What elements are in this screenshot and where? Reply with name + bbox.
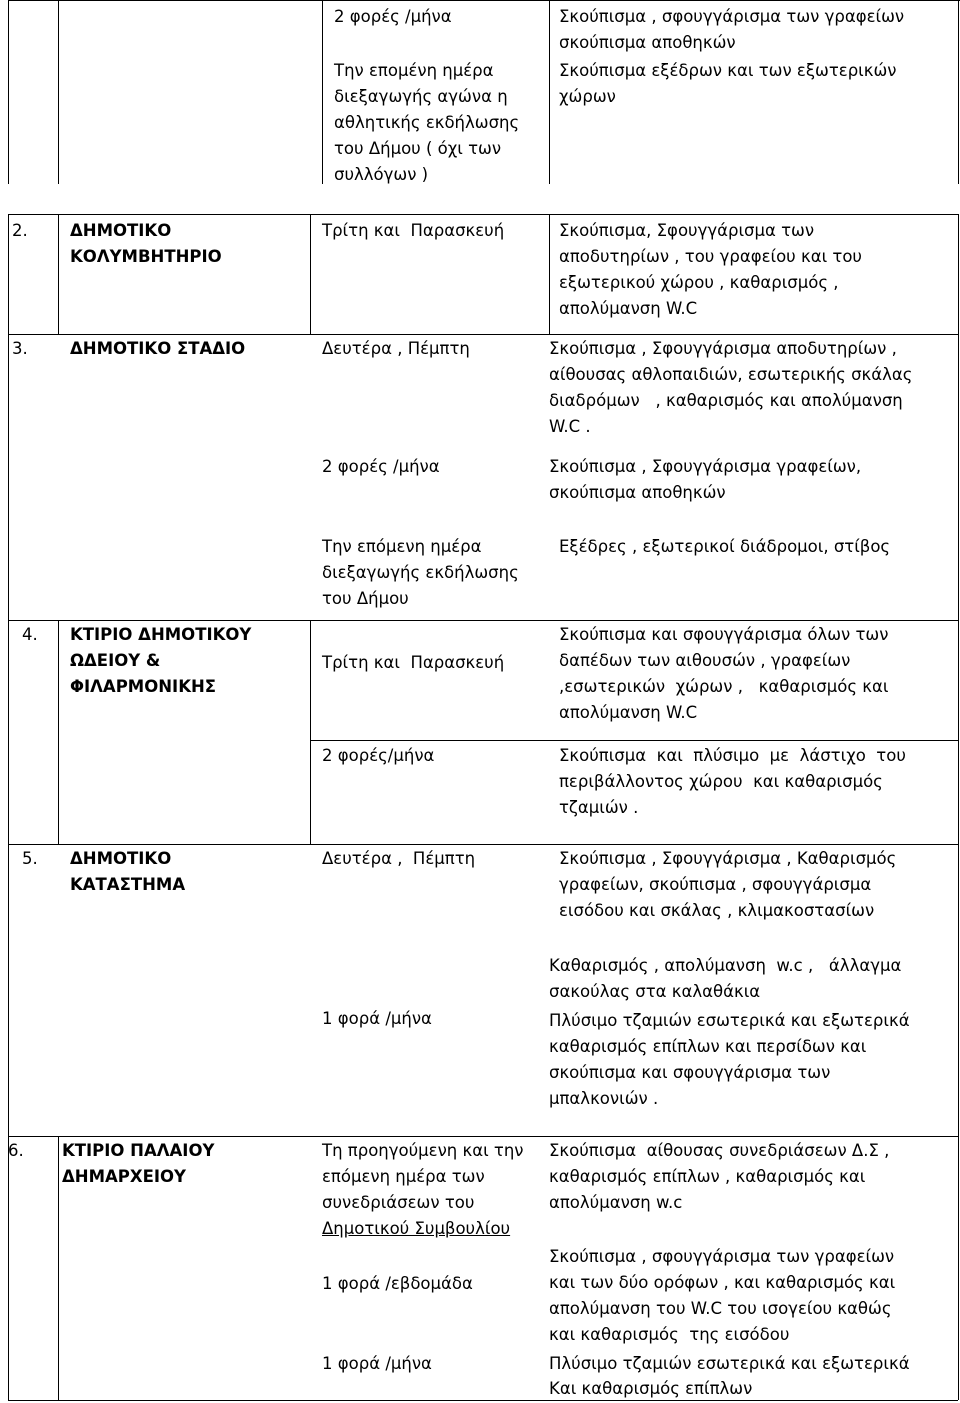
- s5-r2-freq: 1 φορά /μήνα: [322, 1009, 432, 1028]
- desc-line: Σκούπισμα , σφουγγάρισμα των γραφείων: [549, 1247, 895, 1266]
- desc-line: απολύμανση W.C: [559, 299, 698, 318]
- desc-line: σκούπισμα αποθηκών: [559, 33, 736, 52]
- freq-line: αθλητικής εκδήλωσης: [334, 113, 520, 132]
- s3-r1-freq: Δευτέρα , Πέμπτη: [322, 339, 470, 358]
- desc-line: απολύμανση W.C: [559, 703, 698, 722]
- desc-line: γραφείων, σκούπισμα , σφουγγάρισμα: [559, 875, 872, 894]
- desc-line: Σκούπισμα , σφουγγάρισμα των γραφείων: [559, 7, 905, 26]
- freq-line: συνεδριάσεων του: [322, 1193, 475, 1212]
- desc-line: Σκούπισμα αίθουσας συνεδριάσεων Δ.Σ ,: [549, 1141, 890, 1160]
- desc-line: Σκούπισμα εξέδρων και των εξωτερικών: [559, 61, 897, 80]
- desc-line: και των δύο ορόφων , και καθαρισμός και: [549, 1273, 896, 1292]
- desc-line: σκούπισμα και σφουγγάρισμα των: [549, 1063, 831, 1082]
- name-line: ΔΗΜΑΡΧΕΙΟΥ: [62, 1167, 186, 1186]
- desc-line: Σκούπισμα , Σφουγγάρισμα αποδυτηρίων ,: [549, 339, 897, 358]
- s6-num: 6.: [8, 1141, 24, 1160]
- s4-r2-freq: 2 φορές/μήνα: [322, 746, 435, 765]
- desc-line: καθαρισμός επίπλων , καθαρισμός και: [549, 1167, 866, 1186]
- desc-line: διαδρόμων , καθαρισμός και απολύμανση: [549, 391, 903, 410]
- name-line: ΚΑΤΑΣΤΗΜΑ: [70, 875, 186, 894]
- desc-line: και καθαρισμός της εισόδου: [549, 1325, 790, 1344]
- freq-line: επόμενη ημέρα των: [322, 1167, 485, 1186]
- s2-freq: Τρίτη και Παρασκευή: [322, 221, 505, 240]
- desc-line: χώρων: [559, 87, 616, 106]
- desc-line: Σκούπισμα, Σφουγγάρισμα των: [559, 221, 815, 240]
- desc-line: περιβάλλοντος χώρου και καθαρισμός: [559, 772, 883, 791]
- desc-line: Πλύσιμο τζαμιών εσωτερικά και εξωτερικά: [549, 1011, 910, 1030]
- freq-line: Την επομένη ημέρα: [334, 61, 494, 80]
- freq-line: Δημοτικού Συμβουλίου: [322, 1219, 511, 1238]
- desc-line: Σκούπισμα , Σφουγγάρισμα , Καθαρισμός: [559, 849, 897, 868]
- desc-line: Και καθαρισμός επίπλων: [549, 1379, 753, 1398]
- s4-num: 4.: [22, 625, 38, 644]
- top-r1-freq: 2 φορές /μήνα: [334, 7, 452, 26]
- name-line: ΩΔΕΙΟΥ &: [70, 651, 161, 670]
- desc-line: Σκούπισμα και πλύσιμο με λάστιχο του: [559, 746, 906, 765]
- desc-line: ,εσωτερικών χώρων , καθαρισμός και: [559, 677, 889, 696]
- name-line: ΦΙΛΑΡΜΟΝΙΚΗΣ: [70, 677, 217, 696]
- s4-r1-freq: Τρίτη και Παρασκευή: [322, 653, 505, 672]
- s3-r2-freq: 2 φορές /μήνα: [322, 457, 440, 476]
- freq-line: Τη προηγούμενη και την: [322, 1141, 524, 1160]
- desc-line: δαπέδων των αιθουσών , γραφείων: [559, 651, 851, 670]
- freq-line: του Δήμου ( όχι των: [334, 139, 502, 158]
- desc-line: αίθουσας αθλοπαιδιών, εσωτερικής σκάλας: [549, 365, 913, 384]
- freq-line: συλλόγων ): [334, 165, 429, 184]
- desc-line: σκούπισμα αποθηκών: [549, 483, 726, 502]
- name-line: ΔΗΜΟΤΙΚΟ: [70, 221, 172, 240]
- freq-line: διεξαγωγής εκδήλωσης: [322, 563, 519, 582]
- name-line: ΚΤΙΡΙΟ ΠΑΛΑΙΟΥ: [62, 1141, 215, 1160]
- name-line: ΔΗΜΟΤΙΚΟ: [70, 849, 172, 868]
- freq-line: Την επόμενη ημέρα: [322, 537, 482, 556]
- desc-line: σακούλας στα καλαθάκια: [549, 982, 761, 1001]
- desc-line: Πλύσιμο τζαμιών εσωτερικά και εξωτερικά: [549, 1354, 910, 1373]
- desc-line: τζαμιών .: [559, 798, 639, 817]
- s3-num: 3.: [12, 339, 28, 358]
- desc-line: Σκούπισμα και σφουγγάρισμα όλων των: [559, 625, 889, 644]
- s2-num: 2.: [12, 221, 28, 240]
- desc-line: μπαλκονιών .: [549, 1089, 659, 1108]
- desc-line: εισόδου και σκάλας , κλιμακοστασίων: [559, 901, 875, 920]
- s5-r1-freq: Δευτέρα , Πέμπτη: [322, 849, 476, 868]
- s6-r3-freq: 1 φορά /μήνα: [322, 1354, 432, 1373]
- desc-line: απολύμανση w.c: [549, 1193, 683, 1212]
- desc-line: εξωτερικού χώρου , καθαρισμός ,: [559, 273, 839, 292]
- desc-line: αποδυτηρίων , του γραφείου και του: [559, 247, 862, 266]
- desc-line: Καθαρισμός , απολύμανση w.c , άλλαγμα: [549, 956, 902, 975]
- freq-line: διεξαγωγής αγώνα η: [334, 87, 508, 106]
- name-line: ΚΟΛΥΜΒΗΤΗΡΙΟ: [70, 247, 222, 266]
- desc-line: Σκούπισμα , Σφουγγάρισμα γραφείων,: [549, 457, 862, 476]
- desc-line: απολύμανση του W.C του ισογείου καθώς: [549, 1299, 892, 1318]
- s3-name: ΔΗΜΟΤΙΚΟ ΣΤΑΔΙΟ: [70, 339, 246, 358]
- s3-r3-desc: Εξέδρες , εξωτερικοί διάδρομοι, στίβος: [559, 537, 891, 556]
- desc-line: W.C .: [549, 417, 591, 436]
- name-line: ΚΤΙΡΙΟ ΔΗΜΟΤΙΚΟΥ: [70, 625, 252, 644]
- freq-line: του Δήμου: [322, 589, 409, 608]
- desc-line: καθαρισμός επίπλων και περσίδων και: [549, 1037, 867, 1056]
- s5-num: 5.: [22, 849, 38, 868]
- s6-r2-freq: 1 φορά /εβδομάδα: [322, 1274, 473, 1293]
